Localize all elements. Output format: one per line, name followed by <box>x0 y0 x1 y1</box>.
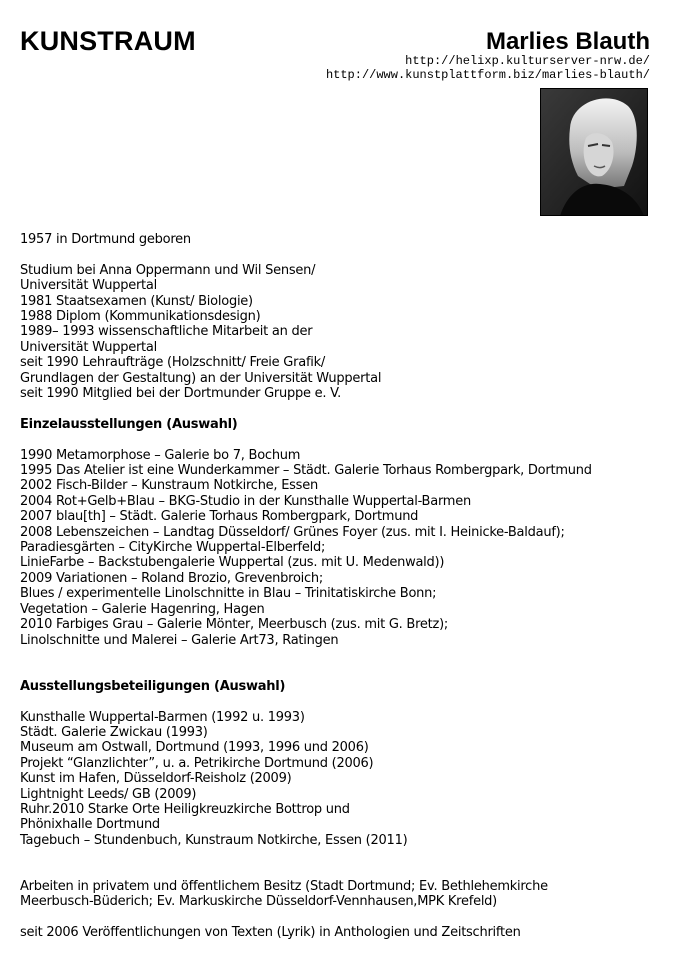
bio-line: seit 1990 Lehraufträge (Holzschnitt/ Freie Grafik/ <box>20 355 326 371</box>
group-exhibition-item: Museum am Ostwall, Dortmund (1993, 1996 und 2006) <box>20 740 369 756</box>
solo-exhibition-item: Paradiesgärten – CityKirche Wuppertal-Elberfeld; <box>20 540 326 556</box>
bio-line: 1989– 1993 wissenschaftliche Mitarbeit an der <box>20 324 313 340</box>
solo-exhibition-item: 2007 blau[th] – Städt. Galerie Torhaus Rombergpark, Dortmund <box>20 509 419 525</box>
collections-line: Arbeiten in privatem und öffentlichem Besitz (Stadt Dortmund; Ev. Bethlehemkirche <box>20 878 548 894</box>
group-exhibition-item: Kunsthalle Wuppertal-Barmen (1992 u. 1993) <box>20 709 305 725</box>
url-kunstplattform-link[interactable]: http://www.kunstplattform.biz/marlies-blauth/ <box>325 68 650 82</box>
solo-exhibition-item: 2009 Variationen – Roland Brozio, Grevenbroich; <box>20 570 324 586</box>
publications-line: seit 2006 Veröffentlichungen von Texten (Lyrik) in Anthologien und Zeitschriften <box>20 925 521 941</box>
solo-exhibition-item: 2010 Farbiges Grau – Galerie Mönter, Meerbusch (zus. mit G. Bretz); <box>20 617 449 633</box>
group-exhibition-item: Lightnight Leeds/ GB (2009) <box>20 786 197 802</box>
bio-line: Universität Wuppertal <box>20 339 157 355</box>
solo-exhibition-item: 2008 Lebenszeichen – Landtag Düsseldorf/ Grünes Foyer (zus. mit I. Heinicke-Baldauf); <box>20 524 565 540</box>
url-kulturserver-link[interactable]: http://helixp.kulturserver-nrw.de/ <box>405 54 650 68</box>
bio-line: Universität Wuppertal <box>20 278 157 294</box>
solo-exhibition-item: 2004 Rot+Gelb+Blau – BKG-Studio in der Kunsthalle Wuppertal-Barmen <box>20 493 471 509</box>
bio-line: seit 1990 Mitglied bei der Dortmunder Gruppe e. V. <box>20 386 342 402</box>
artist-portrait-photo <box>540 88 648 216</box>
solo-exhibition-item: Blues / experimentelle Linolschnitte in Blau – Trinitatiskirche Bonn; <box>20 586 437 602</box>
solo-exhibition-item: 1995 Das Atelier ist eine Wunderkammer – Städt. Galerie Torhaus Rombergpark, Dortmund <box>20 463 592 479</box>
brand-title: KUNSTRAUM <box>20 26 196 56</box>
bio-line: Studium bei Anna Oppermann und Wil Sensen/ <box>20 262 316 278</box>
collections-line: Meerbusch-Büderich; Ev. Markuskirche Düsseldorf-Vennhausen,MPK Krefeld) <box>20 894 497 910</box>
artist-name: Marlies Blauth <box>485 28 650 55</box>
bio-line: 1981 Staatsexamen (Kunst/ Biologie) <box>20 293 253 309</box>
birth-line: 1957 in Dortmund geboren <box>20 232 191 247</box>
solo-exhibition-item: 1990 Metamorphose – Galerie bo 7, Bochum <box>20 447 301 463</box>
solo-exhibition-item: 2002 Fisch-Bilder – Kunstraum Notkirche, Essen <box>20 478 318 494</box>
solo-exhibition-item: LinieFarbe – Backstubengalerie Wuppertal (zus. mit U. Medenwald)) <box>20 555 445 571</box>
solo-exhibition-item: Vegetation – Galerie Hagenring, Hagen <box>20 601 265 617</box>
group-exhibition-item: Kunst im Hafen, Düsseldorf-Reisholz (2009) <box>20 771 292 787</box>
group-exhibition-item: Phönixhalle Dortmund <box>20 817 160 833</box>
group-exhibitions-heading: Ausstellungsbeteiligungen (Auswahl) <box>20 678 286 694</box>
solo-exhibitions-heading: Einzelausstellungen (Auswahl) <box>20 416 238 432</box>
biography-content <box>20 232 660 941</box>
solo-exhibition-item: Linolschnitte und Malerei – Galerie Art73, Ratingen <box>20 632 339 648</box>
bio-line: Grundlagen der Gestaltung) an der Universität Wuppertal <box>20 370 382 386</box>
group-exhibition-item: Projekt “Glanzlichter”, u. a. Petrikirche Dortmund (2006) <box>20 755 374 771</box>
bio-line: 1988 Diplom (Kommunikationsdesign) <box>20 309 261 325</box>
group-exhibition-item: Städt. Galerie Zwickau (1993) <box>20 724 208 740</box>
group-exhibition-item: Ruhr.2010 Starke Orte Heiligkreuzkirche Bottrop und <box>20 801 350 817</box>
group-exhibition-item: Tagebuch – Stundenbuch, Kunstraum Notkirche, Essen (2011) <box>20 832 408 848</box>
